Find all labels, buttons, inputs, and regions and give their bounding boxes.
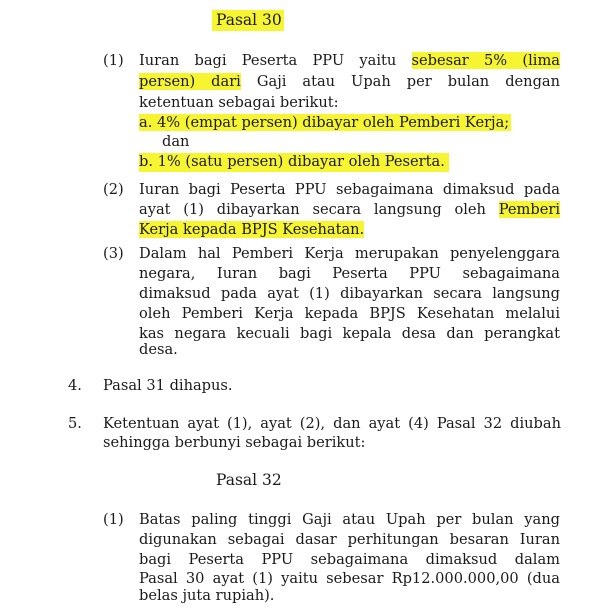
pasal-30-item-3-line-4: oleh Pemberi Kerja kepada BPJS Kesehatan melalui: [139, 305, 560, 322]
point-4-number: 4.: [68, 377, 82, 394]
point-4-text: Pasal 31 dihapus.: [103, 377, 233, 394]
highlighted-text: sebesar 5% (lima: [411, 52, 560, 69]
highlighted-text: Pemberi: [498, 201, 560, 218]
pasal-30-item-2-line-3: Kerja kepada BPJS Kesehatan.: [139, 221, 365, 238]
highlighted-text: persen) dari: [139, 73, 241, 90]
pasal-30-item-3-line-1: Dalam hal Pemberi Kerja merupakan penyelenggara: [139, 245, 560, 262]
pasal-32-item-1-line-2: digunakan sebagai dasar perhitungan besaran Iuran: [139, 531, 560, 548]
point-5-line-2: sehingga berbunyi sebagai berikut:: [103, 434, 366, 451]
pasal-32-item-1-line-4: Pasal 30 ayat (1) yaitu sebesar Rp12.000.000,00 (dua: [139, 570, 560, 587]
pasal-30-item-1-line-1: [139, 52, 560, 69]
pasal-32-item-1-line-5: belas juta rupiah).: [139, 587, 275, 604]
point-5-line-1: Ketentuan ayat (1), ayat (2), dan ayat (4) Pasal 32 diubah: [103, 415, 561, 432]
pasal-32-heading: Pasal 32: [216, 471, 282, 489]
line-text: Iuran bagi Peserta PPU yaitu: [139, 52, 412, 69]
pasal-30-item-1-line-2: [139, 73, 560, 90]
pasal-30-item-1-sub-b: b. 1% (satu persen) dibayar oleh Peserta.: [139, 153, 449, 172]
pasal-30-item-3-line-2: negara, Iuran bagi Peserta PPU sebagaimana: [139, 265, 560, 282]
line-text: ayat (1) dibayarkan secara langsung oleh: [139, 201, 499, 218]
pasal-30-heading: [212, 10, 284, 31]
pasal-30-item-3-line-3: dimaksud pada ayat (1) dibayarkan secara langsung: [139, 285, 560, 302]
pasal-32-item-1-line-1: Batas paling tinggi Gaji atau Upah per bulan yang: [139, 511, 560, 528]
pasal-30-heading-text: Pasal 30: [216, 11, 282, 29]
line-text: Gaji atau Upah per bulan dengan: [240, 73, 561, 90]
pasal-30-item-2-number: (2): [103, 181, 124, 198]
pasal-30-item-1-sub-a: a. 4% (empat persen) dibayar oleh Pemberi Kerja;: [139, 114, 510, 131]
pasal-30-item-1-sub-a-dan: dan: [162, 133, 190, 150]
pasal-30-item-3-line-6: desa.: [139, 341, 178, 358]
pasal-30-item-1-number: (1): [103, 52, 124, 69]
pasal-30-item-3-line-5: kas negara kecuali bagi kepala desa dan perangkat: [139, 325, 560, 342]
pasal-30-item-2-line-2: [139, 201, 560, 218]
pasal-32-item-1-line-3: bagi Peserta PPU sebagaimana dimaksud dalam: [139, 551, 560, 568]
pasal-30-item-2-line-1: Iuran bagi Peserta PPU sebagaimana dimaksud pada: [139, 181, 560, 198]
point-5-number: 5.: [68, 415, 82, 432]
pasal-30-item-1-line-3: ketentuan sebagai berikut:: [139, 94, 339, 111]
pasal-30-item-3-number: (3): [103, 245, 124, 262]
pasal-32-item-1-number: (1): [103, 511, 124, 528]
